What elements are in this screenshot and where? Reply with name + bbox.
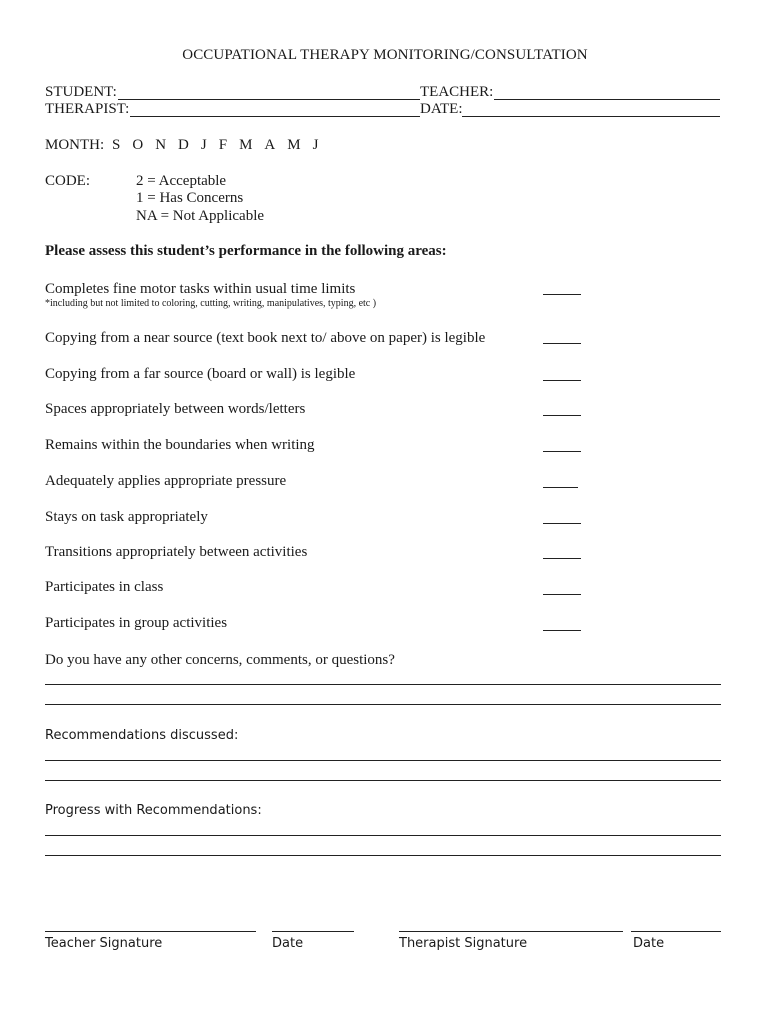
month-september[interactable]: S bbox=[112, 137, 121, 153]
month-february[interactable]: F bbox=[218, 137, 228, 153]
month-label: MONTH: bbox=[45, 137, 105, 153]
date-label: DATE: bbox=[420, 101, 463, 117]
code-not-applicable: NA = Not Applicable bbox=[136, 208, 265, 224]
recommendations-line-2[interactable] bbox=[45, 780, 721, 781]
rating-blank-4[interactable] bbox=[543, 415, 581, 416]
item-boundaries: Remains within the boundaries when writing bbox=[45, 437, 315, 453]
month-april[interactable]: A bbox=[264, 137, 276, 153]
month-october[interactable]: O bbox=[132, 137, 144, 153]
concerns-line-2[interactable] bbox=[45, 704, 721, 705]
progress-line-2[interactable] bbox=[45, 855, 721, 856]
teacher-date-line[interactable] bbox=[272, 931, 354, 932]
recommendations-label: Recommendations discussed: bbox=[45, 728, 239, 743]
concerns-line-1[interactable] bbox=[45, 684, 721, 685]
teacher-label: TEACHER: bbox=[420, 84, 494, 100]
progress-label: Progress with Recommendations: bbox=[45, 803, 262, 818]
item-participates-class: Participates in class bbox=[45, 579, 164, 595]
code-has-concerns: 1 = Has Concerns bbox=[136, 190, 244, 206]
rating-blank-2[interactable] bbox=[543, 343, 581, 344]
month-december[interactable]: D bbox=[178, 137, 189, 153]
teacher-date-label: Date bbox=[272, 936, 304, 951]
progress-line-1[interactable] bbox=[45, 835, 721, 836]
therapist-signature-label: Therapist Signature bbox=[399, 936, 528, 951]
therapist-date-label: Date bbox=[633, 936, 665, 951]
item-fine-motor-note: *including but not limited to coloring, cutting, writing, manipulatives, typing, etc ) bbox=[45, 298, 377, 309]
rating-blank-5[interactable] bbox=[543, 451, 581, 452]
month-selector bbox=[112, 137, 330, 154]
rating-blank-8[interactable] bbox=[543, 558, 581, 559]
code-acceptable: 2 = Acceptable bbox=[136, 173, 227, 189]
teacher-signature-line[interactable] bbox=[45, 931, 256, 932]
code-label: CODE: bbox=[45, 173, 90, 189]
therapist-date-line[interactable] bbox=[631, 931, 721, 932]
therapist-field[interactable] bbox=[130, 116, 420, 117]
rating-blank-7[interactable] bbox=[543, 523, 581, 524]
month-june[interactable]: J bbox=[312, 137, 319, 153]
date-field[interactable] bbox=[462, 116, 720, 117]
rating-blank-3[interactable] bbox=[543, 380, 581, 381]
instructions-heading: Please assess this student’s performance in the following areas: bbox=[45, 243, 447, 259]
teacher-field[interactable] bbox=[494, 99, 720, 100]
student-field[interactable] bbox=[118, 99, 420, 100]
item-on-task: Stays on task appropriately bbox=[45, 509, 208, 525]
form-title: OCCUPATIONAL THERAPY MONITORING/CONSULTATION bbox=[182, 47, 588, 63]
rating-blank-9[interactable] bbox=[543, 594, 581, 595]
item-participates-group: Participates in group activities bbox=[45, 615, 228, 631]
item-pressure: Adequately applies appropriate pressure bbox=[45, 473, 287, 489]
rating-blank-6[interactable] bbox=[543, 487, 578, 488]
item-fine-motor: Completes fine motor tasks within usual time limits bbox=[45, 281, 356, 297]
therapist-signature-line[interactable] bbox=[399, 931, 623, 932]
item-transitions: Transitions appropriately between activities bbox=[45, 544, 308, 560]
item-far-copying: Copying from a far source (board or wall) is legible bbox=[45, 366, 356, 382]
month-january[interactable]: J bbox=[200, 137, 207, 153]
concerns-question: Do you have any other concerns, comments, or questions? bbox=[45, 652, 395, 668]
student-label: STUDENT: bbox=[45, 84, 117, 100]
rating-blank-1[interactable] bbox=[543, 294, 581, 295]
month-may[interactable]: M bbox=[287, 137, 301, 153]
item-spacing: Spaces appropriately between words/letters bbox=[45, 401, 306, 417]
month-march[interactable]: M bbox=[239, 137, 253, 153]
month-november[interactable]: N bbox=[155, 137, 167, 153]
teacher-signature-label: Teacher Signature bbox=[45, 936, 163, 951]
therapist-label: THERAPIST: bbox=[45, 101, 130, 117]
item-near-copying: Copying from a near source (text book next to/ above on paper) is legible bbox=[45, 330, 486, 346]
recommendations-line-1[interactable] bbox=[45, 760, 721, 761]
rating-blank-10[interactable] bbox=[543, 630, 581, 631]
